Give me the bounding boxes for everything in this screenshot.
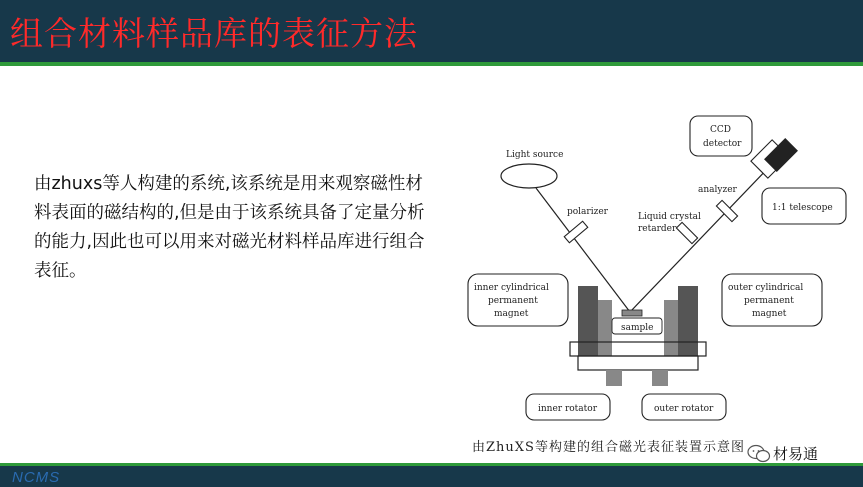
outer-magnet-right (664, 300, 678, 356)
polarizer-shape (564, 221, 588, 243)
inner-magnet-label-1: inner cylindrical (474, 283, 549, 293)
wechat-watermark (745, 440, 855, 466)
outer-rotator-shape (652, 370, 668, 386)
polarizer-label: polarizer (567, 207, 608, 217)
inner-magnet-left (578, 286, 598, 356)
inner-magnet-label-3: magnet (494, 309, 529, 319)
outer-rotator-label: outer rotator (654, 404, 714, 414)
liquid-crystal-label: Liquid crystal (638, 212, 701, 222)
inner-rotator-label: inner rotator (538, 404, 598, 414)
outer-magnet-left (598, 300, 612, 356)
apparatus-diagram (466, 104, 856, 464)
apparatus-figure (466, 104, 856, 464)
ncms-logo: NCMS (12, 469, 61, 486)
ccd-label-1: CCD (710, 125, 731, 135)
light-source-label: Light source (506, 150, 564, 160)
retarder-label: retarder (638, 224, 677, 234)
inner-rotator-shape (606, 370, 622, 386)
rotator-base (578, 356, 698, 370)
light-source-shape (501, 164, 557, 188)
figure-caption: 由ZhuXS等构建的组合磁光表征装置示意图 (472, 440, 745, 455)
body-paragraph: 由zhuxs等人构建的系统,该系统是用来观察磁性材料表面的磁结构的,但是由于该系统具备了定量分析的能力,因此也可以用来对磁光材料样品库进行组合表征。 (34, 174, 425, 281)
retarder-shape (676, 222, 697, 243)
slide-title: 组合材料样品库的表征方法 (10, 14, 418, 53)
telescope-label: 1:1 telescope (772, 203, 833, 213)
footer-bar (0, 466, 863, 487)
analyzer-label: analyzer (698, 185, 737, 195)
ccd-label-2: detector (703, 139, 742, 149)
sample-label: sample (621, 323, 654, 333)
outer-magnet-label-3: magnet (752, 309, 787, 319)
sample-shape (622, 310, 642, 316)
wechat-icon (747, 444, 771, 464)
inner-magnet-right (678, 286, 698, 356)
outer-magnet-label-2: permanent (744, 296, 794, 306)
wechat-account-name: 材易通 (773, 445, 819, 463)
outer-magnet-label-1: outer cylindrical (728, 283, 804, 293)
inner-magnet-label-2: permanent (488, 296, 538, 306)
ccd-callout (690, 116, 752, 156)
header-divider (0, 62, 863, 66)
